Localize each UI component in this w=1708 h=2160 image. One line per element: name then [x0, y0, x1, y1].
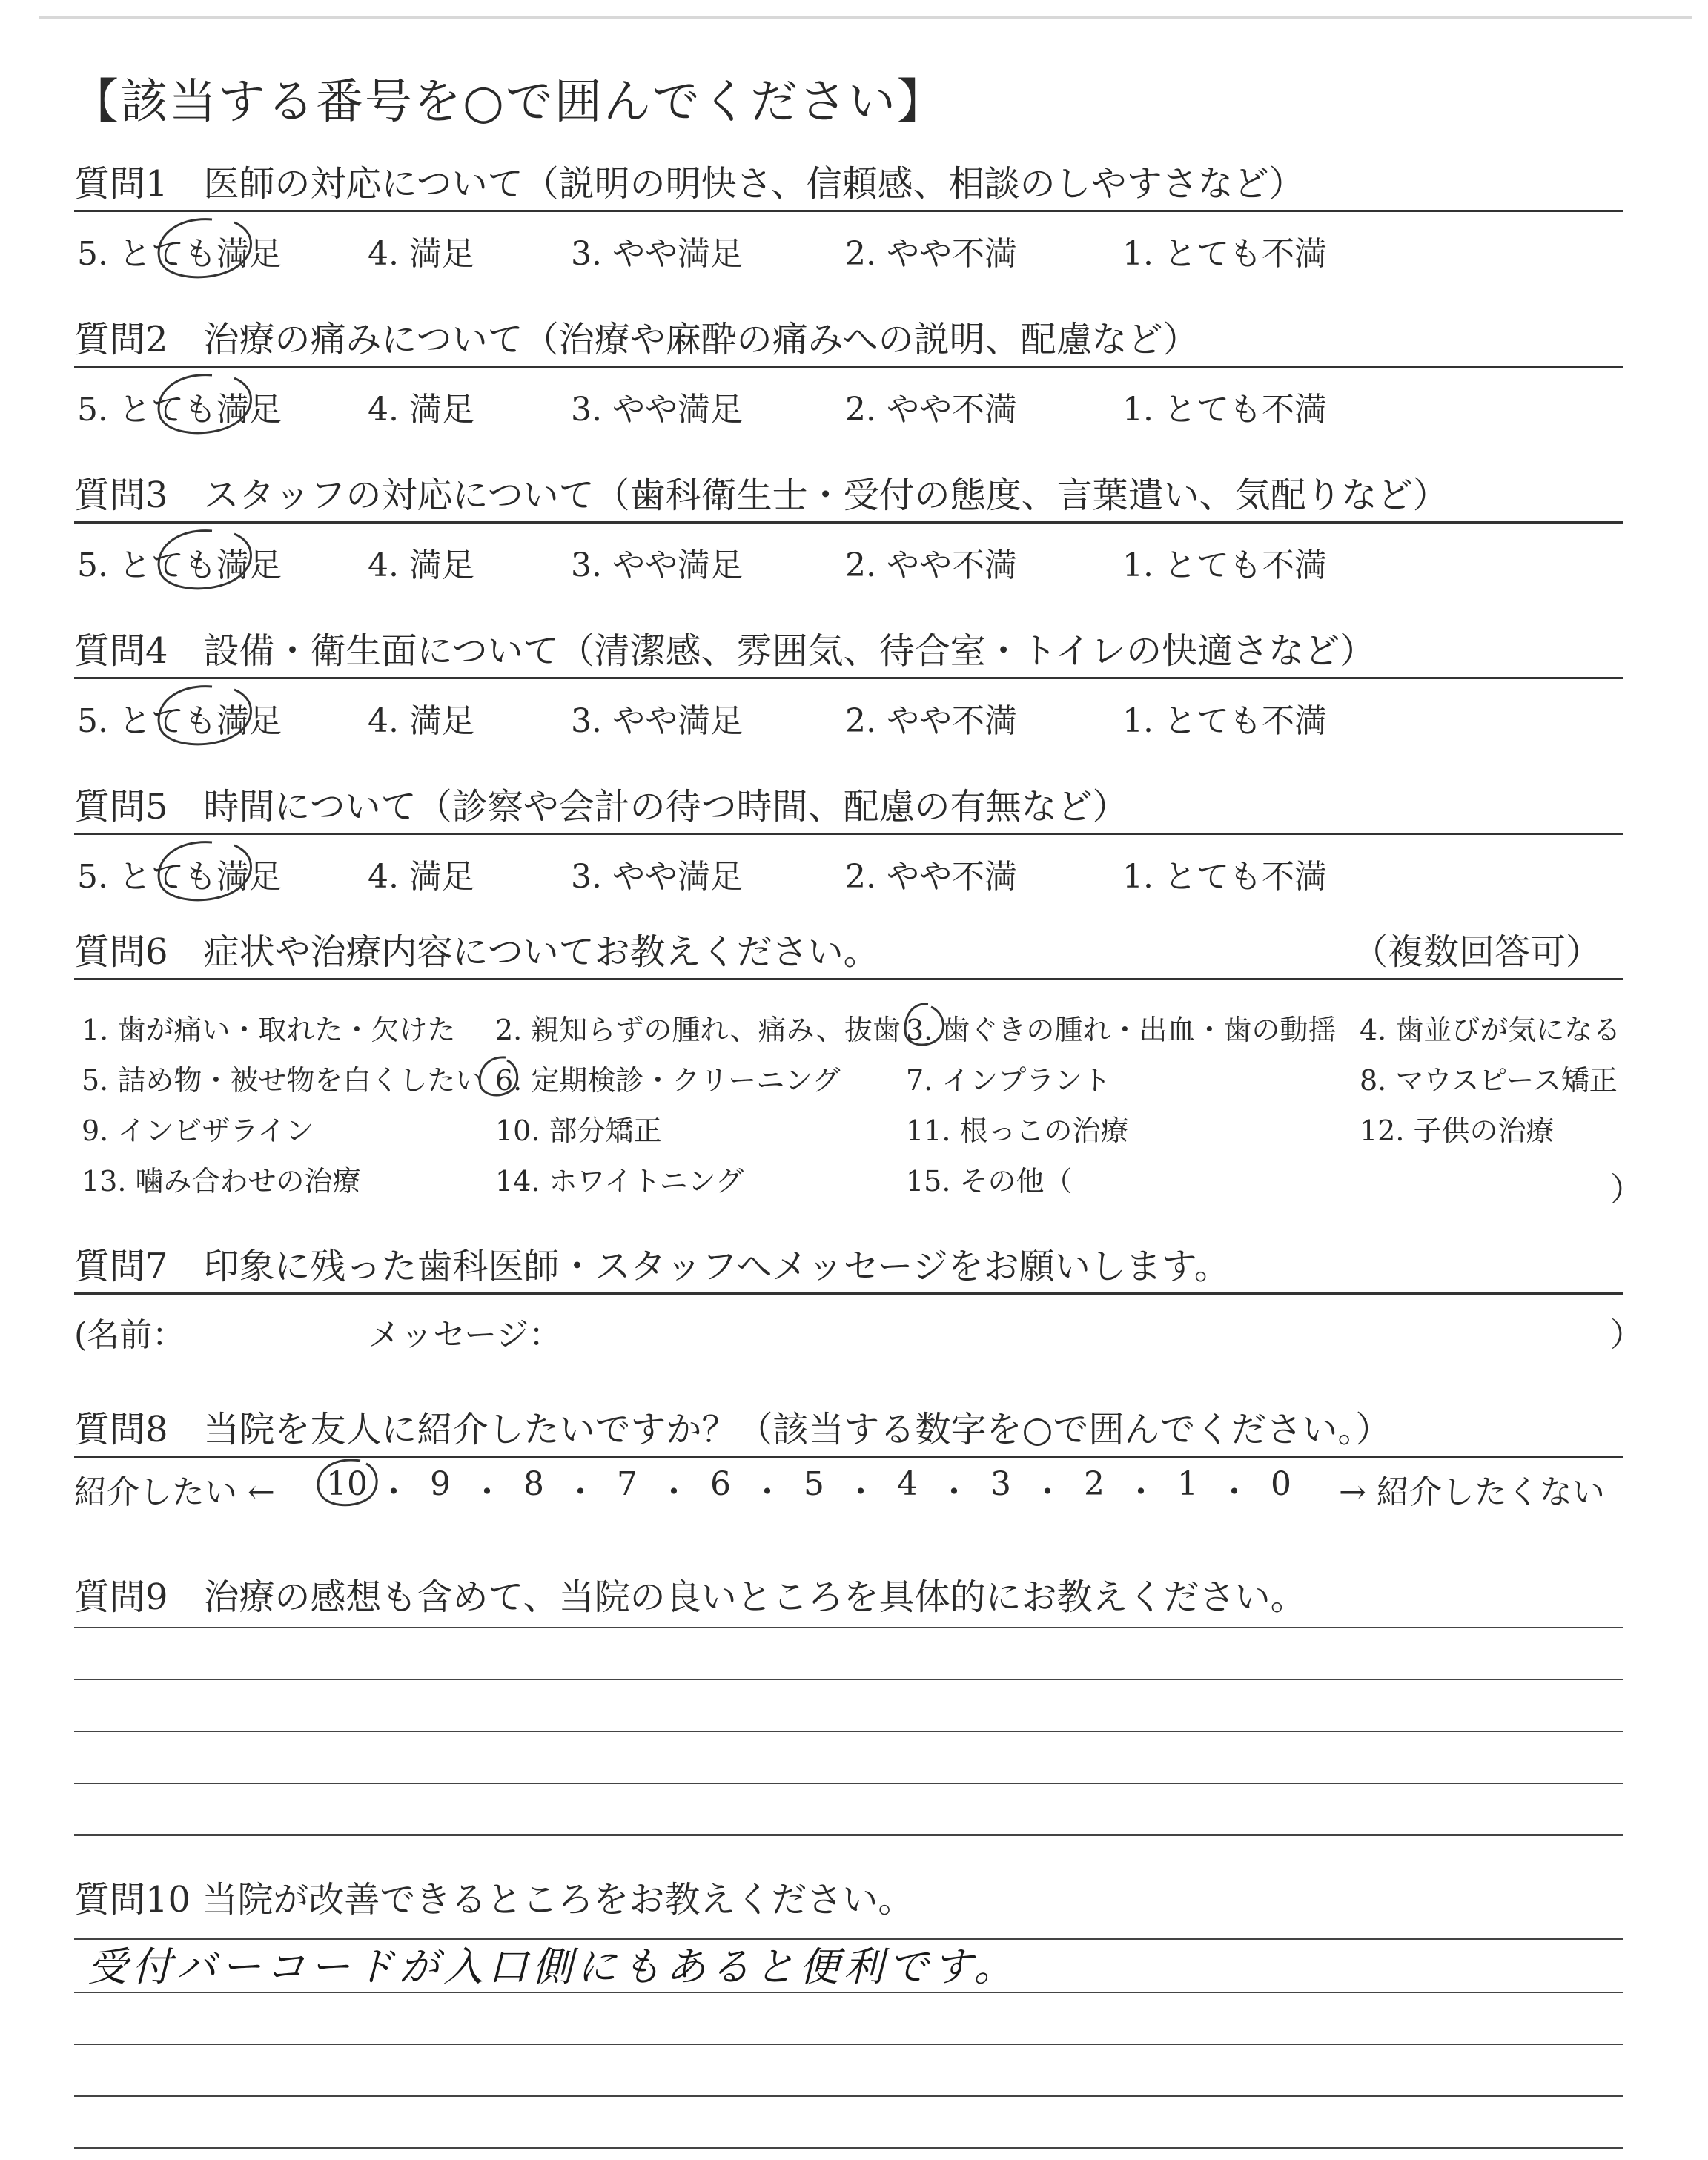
q6-circle-3 — [898, 1000, 950, 1051]
q4-option-5[interactable]: 5. とても満足 — [77, 702, 282, 740]
q6-option-6[interactable]: 6. 定期検診・クリーニング — [495, 1064, 841, 1097]
recommend-scale-7[interactable]: 7 — [617, 1465, 638, 1503]
scale-separator: ・ — [1218, 1473, 1251, 1511]
question-10-heading — [74, 1879, 1623, 1928]
q6-option-2[interactable]: 2. 親知らずの腫れ、痛み、抜歯 — [495, 1014, 901, 1046]
recommend-scale-10[interactable]: 10 — [326, 1465, 368, 1503]
q9-answer-line-2 — [74, 1679, 1623, 1680]
q2-answer-circle — [145, 365, 271, 446]
q5-option-4[interactable]: 4. 満足 — [368, 858, 474, 896]
question-3-rule — [74, 521, 1623, 524]
recommend-right-label: → 紹介したくない — [1339, 1473, 1605, 1511]
question-9-title: 質問9 治療の感想も含めて、当院の良いところを具体的にお教えください。 — [74, 1576, 1306, 1618]
q6-option-7[interactable]: 7. インプラント — [906, 1064, 1111, 1097]
scale-separator: ・ — [751, 1473, 784, 1511]
q10-handwritten-answer: 受付バーコードが入口側にもあると便利です。 — [87, 1943, 1019, 1990]
top-edge — [39, 16, 1692, 19]
question-6-rule — [74, 978, 1623, 980]
question-1-title: 質問1 医師の対応について（説明の明快さ、信頼感、相談のしやすさなど） — [74, 163, 1305, 205]
recommend-scale-0[interactable]: 0 — [1271, 1465, 1291, 1503]
question-3-title: 質問3 スタッフの対応について（歯科衛生士・受付の態度、言葉遣い、気配りなど） — [74, 475, 1449, 516]
q4-option-3[interactable]: 3. やや満足 — [571, 702, 743, 740]
q10-answer-line-2 — [74, 1992, 1623, 1993]
message-label: メッセージ： — [368, 1316, 562, 1354]
q3-option-3[interactable]: 3. やや満足 — [571, 546, 743, 584]
recommend-scale-5[interactable]: 5 — [804, 1465, 824, 1503]
form-instruction: 【該当する番号を○で囲んでください】 — [71, 75, 946, 130]
q6-option-4[interactable]: 4. 歯並びが気になる — [1360, 1014, 1621, 1046]
question-6-heading — [74, 931, 1623, 980]
q1-answer-circle — [145, 209, 271, 291]
q2-option-4[interactable]: 4. 満足 — [368, 391, 474, 429]
q6-option-9[interactable]: 9. インビザライン — [82, 1114, 314, 1147]
q4-option-1[interactable]: 1. とても不満 — [1122, 702, 1327, 740]
q5-answer-circle — [145, 832, 271, 914]
question-9-heading — [74, 1576, 1623, 1625]
q9-answer-line-1 — [74, 1627, 1623, 1628]
multiple-answer-note: （複数回答可） — [1351, 931, 1601, 973]
scale-separator: ・ — [1031, 1473, 1064, 1511]
question-8-title: 質問8 当院を友人に紹介したいですか？（該当する数字を○で囲んでください。） — [74, 1409, 1391, 1450]
q1-option-1[interactable]: 1. とても不満 — [1122, 235, 1327, 273]
scale-separator: ・ — [471, 1473, 503, 1511]
question-5-title: 質問5 時間について（診察や会計の待つ時間、配慮の有無など） — [74, 786, 1128, 828]
q10-answer-line-3 — [74, 2044, 1623, 2045]
question-1-rule — [74, 210, 1623, 212]
q6-other-close: ） — [1610, 1171, 1643, 1209]
q6-option-13[interactable]: 13. 噛み合わせの治療 — [82, 1165, 361, 1198]
q5-option-3[interactable]: 3. やや満足 — [571, 858, 743, 896]
q3-option-5[interactable]: 5. とても満足 — [77, 546, 282, 584]
q6-option-10[interactable]: 10. 部分矯正 — [495, 1114, 662, 1147]
q10-answer-line-4 — [74, 2095, 1623, 2097]
q6-option-14[interactable]: 14. ホワイトニング — [495, 1165, 744, 1198]
q4-answer-circle — [145, 676, 271, 758]
question-2-heading — [74, 319, 1623, 368]
recommend-scale-9[interactable]: 9 — [430, 1465, 451, 1503]
q1-option-3[interactable]: 3. やや満足 — [571, 235, 743, 273]
question-2-rule — [74, 366, 1623, 368]
scale-separator: ・ — [1125, 1473, 1157, 1511]
q3-option-4[interactable]: 4. 満足 — [368, 546, 474, 584]
question-7-heading — [74, 1246, 1623, 1295]
q6-circle-6 — [471, 1053, 523, 1102]
q3-answer-circle — [145, 521, 271, 602]
q2-option-5[interactable]: 5. とても満足 — [77, 391, 282, 429]
q6-option-15[interactable]: 15. その他（ — [906, 1165, 1073, 1198]
question-2-title: 質問2 治療の痛みについて（治療や麻酔の痛みへの説明、配慮など） — [74, 319, 1199, 360]
question-10-title: 質問10 当院が改善できるところをお教えください。 — [74, 1879, 914, 1920]
recommend-scale-1[interactable]: 1 — [1177, 1465, 1198, 1503]
scale-separator: ・ — [564, 1473, 597, 1511]
q4-option-4[interactable]: 4. 満足 — [368, 702, 474, 740]
name-label: (名前： — [74, 1316, 185, 1354]
question-5-rule — [74, 833, 1623, 835]
q6-option-12[interactable]: 12. 子供の治療 — [1360, 1114, 1555, 1147]
recommend-scale-8[interactable]: 8 — [523, 1465, 544, 1503]
question-4-heading — [74, 630, 1623, 679]
q7-close-paren: ） — [1610, 1316, 1643, 1354]
q6-option-8[interactable]: 8. マウスピース矯正 — [1360, 1064, 1618, 1097]
scale-separator: ・ — [377, 1473, 410, 1511]
q2-option-1[interactable]: 1. とても不満 — [1122, 391, 1327, 429]
q6-option-5[interactable]: 5. 詰め物・被せ物を白くしたい — [82, 1064, 484, 1097]
question-4-rule — [74, 677, 1623, 679]
question-4-title: 質問4 設備・衛生面について（清潔感、雰囲気、待合室・トイレの快適さなど） — [74, 630, 1376, 672]
q10-answer-line-5 — [74, 2147, 1623, 2149]
q4-option-2[interactable]: 2. やや不満 — [845, 702, 1017, 740]
question-8-heading — [74, 1409, 1623, 1458]
recommend-scale-6[interactable]: 6 — [710, 1465, 731, 1503]
question-7-title: 質問7 印象に残った歯科医師・スタッフへメッセージをお願いします。 — [74, 1246, 1230, 1287]
q1-option-5[interactable]: 5. とても満足 — [77, 235, 282, 273]
scale-separator: ・ — [658, 1473, 690, 1511]
q5-option-2[interactable]: 2. やや不満 — [845, 858, 1017, 896]
q5-option-1[interactable]: 1. とても不満 — [1122, 858, 1327, 896]
q6-option-1[interactable]: 1. 歯が痛い・取れた・欠けた — [82, 1014, 456, 1046]
question-5-heading — [74, 786, 1623, 835]
scale-separator: ・ — [844, 1473, 877, 1511]
question-1-heading — [74, 163, 1623, 212]
q5-option-5[interactable]: 5. とても満足 — [77, 858, 282, 896]
question-7-rule — [74, 1292, 1623, 1295]
q3-option-1[interactable]: 1. とても不満 — [1122, 546, 1327, 584]
q6-option-11[interactable]: 11. 根っこの治療 — [906, 1114, 1129, 1147]
q2-option-2[interactable]: 2. やや不満 — [845, 391, 1017, 429]
q9-answer-line-3 — [74, 1731, 1623, 1732]
recommend-scale-3[interactable]: 3 — [990, 1465, 1011, 1503]
q1-option-2[interactable]: 2. やや不満 — [845, 235, 1017, 273]
recommend-scale-2[interactable]: 2 — [1084, 1465, 1105, 1503]
q3-option-2[interactable]: 2. やや不満 — [845, 546, 1017, 584]
q9-answer-line-4 — [74, 1783, 1623, 1784]
question-6-title: 質問6 症状や治療内容についてお教えください。 — [74, 931, 879, 973]
question-3-heading — [74, 475, 1623, 524]
q8-circle-10 — [307, 1453, 388, 1516]
q2-option-3[interactable]: 3. やや満足 — [571, 391, 743, 429]
q9-answer-line-5 — [74, 1834, 1623, 1836]
q1-option-4[interactable]: 4. 満足 — [368, 235, 474, 273]
recommend-scale-4[interactable]: 4 — [897, 1465, 918, 1503]
recommend-left-label: 紹介したい ← — [74, 1473, 275, 1511]
q6-option-3[interactable]: 3. 歯ぐきの腫れ・出血・歯の動揺 — [906, 1014, 1337, 1046]
scale-separator: ・ — [938, 1473, 970, 1511]
